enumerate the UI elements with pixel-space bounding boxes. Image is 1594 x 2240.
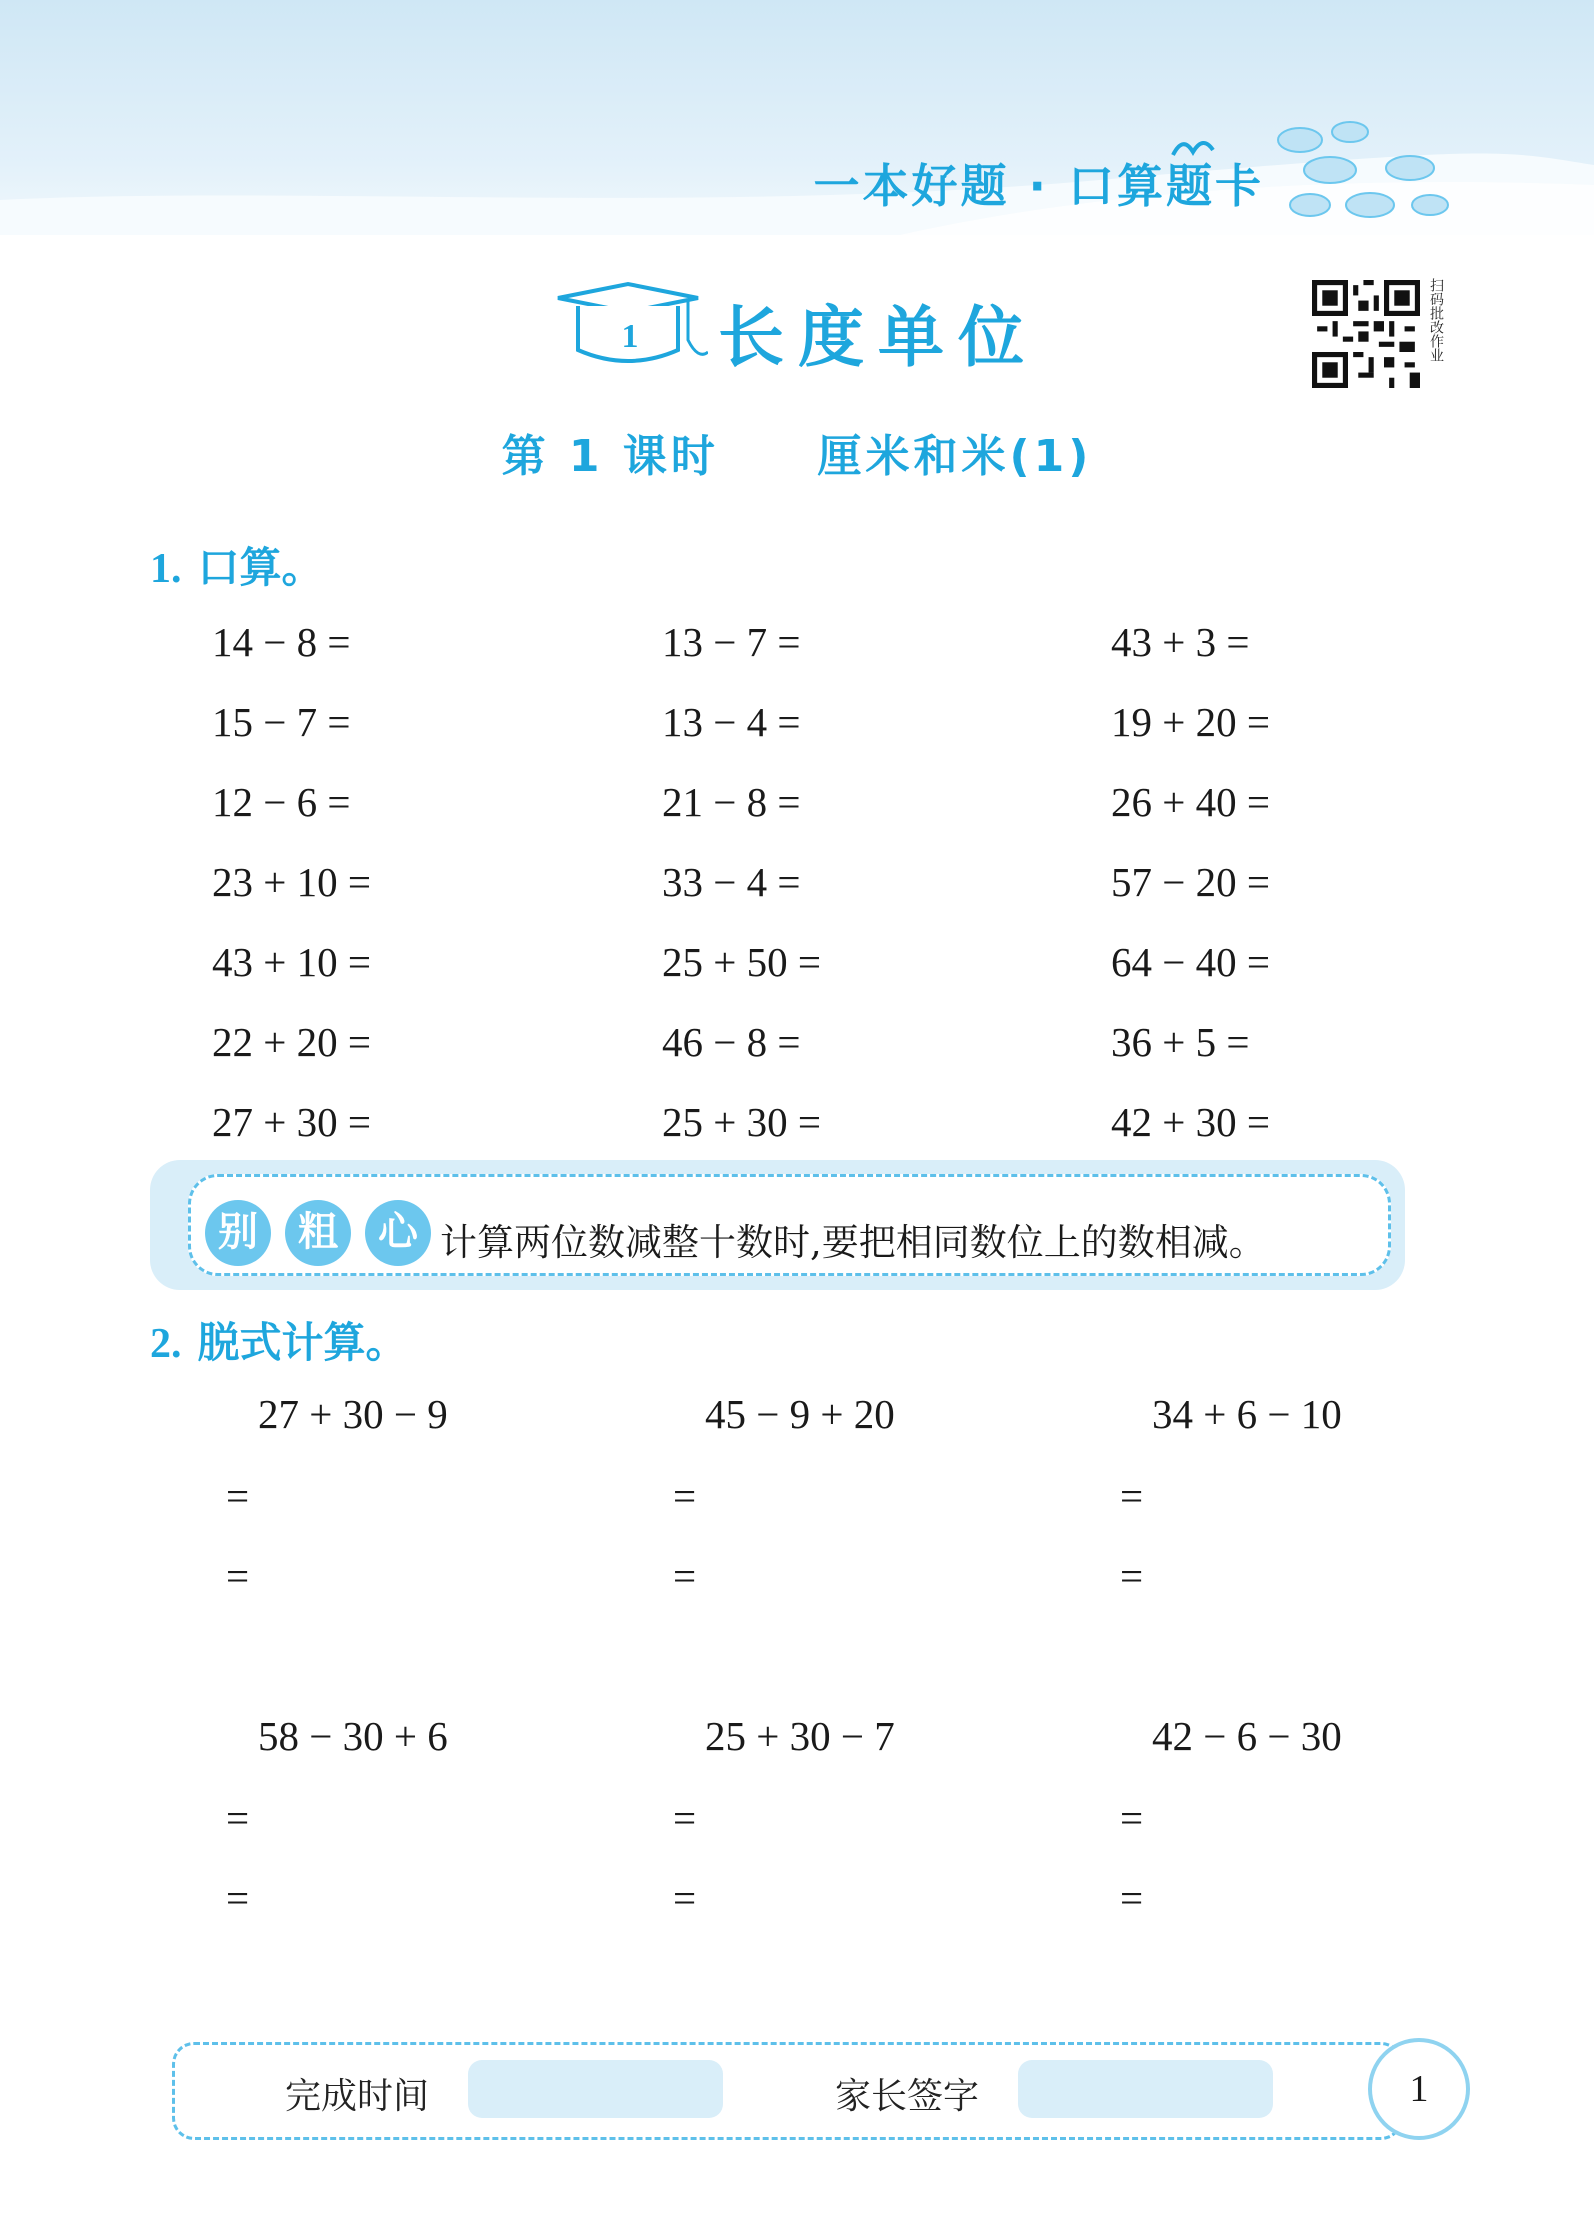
brand-title: 一本好题 · 口算题卡 [813,159,1264,213]
mental-math-item: 36 + 5 = [1111,1019,1250,1065]
unit-title: 长度单位 [718,299,1038,376]
mental-math-item: 23 + 10 = [212,859,371,905]
parent-signature-field[interactable] [1018,2060,1273,2118]
mental-math-item: 13 − 7 = [662,619,801,665]
mental-math-item: 33 − 4 = [662,859,801,905]
mental-math-item: 46 − 8 = [662,1019,801,1065]
mental-math-item: 43 + 3 = [1111,619,1250,665]
lesson-heading [0,420,1594,484]
equals-sign: = [226,1473,250,1519]
mental-math-item: 12 − 6 = [212,779,351,825]
lesson-title: 厘米和米(1) [817,431,1093,482]
equals-sign: = [1120,1875,1144,1921]
mental-math-item: 27 + 30 = [212,1099,371,1145]
equals-sign: = [226,1553,250,1599]
section-1-title [150,535,324,595]
mental-math-item: 26 + 40 = [1111,779,1270,825]
step-calc-problem: 58 − 30 + 6 [258,1713,448,1759]
completion-time-field[interactable] [468,2060,723,2118]
tip-text: 计算两位数减整十数时,要把相同数位上的数相减。 [440,1221,1266,1264]
mental-math-item: 64 − 40 = [1111,939,1270,985]
step-calc-problem: 34 + 6 − 10 [1152,1391,1342,1437]
step-calc-problem: 25 + 30 − 7 [705,1713,895,1759]
unit-number: 1 [621,318,639,355]
parent-signature-label: 家长签字 [835,2076,980,2117]
mental-math-item: 57 − 20 = [1111,859,1270,905]
section-1-label: 口算。 [197,543,324,592]
tip-badge: 心 [365,1200,431,1266]
step-calc-problem: 42 − 6 − 30 [1152,1713,1342,1759]
section-2-title [150,1310,408,1370]
equals-sign: = [673,1875,697,1921]
tip-badge: 粗 [285,1200,351,1266]
mental-math-item: 19 + 20 = [1111,699,1270,745]
qr-caption: 扫码批改作业 [1428,278,1444,362]
equals-sign: = [673,1795,697,1841]
unit-heading [548,280,1068,380]
completion-time-label: 完成时间 [285,2076,430,2117]
page-number: 1 [1368,2038,1470,2140]
mental-math-item: 43 + 10 = [212,939,371,985]
section-1-number: 1. [150,546,182,592]
cloud-icon [1270,110,1470,230]
equals-sign: = [226,1875,250,1921]
lesson-label: 第 1 课时 [501,431,719,482]
mental-math-item: 25 + 50 = [662,939,821,985]
qr-code-icon[interactable] [1312,280,1420,388]
equals-sign: = [673,1473,697,1519]
step-calc-problem: 27 + 30 − 9 [258,1391,448,1437]
equals-sign: = [226,1795,250,1841]
mental-math-item: 21 − 8 = [662,779,801,825]
equals-sign: = [1120,1553,1144,1599]
tip-badge: 别 [205,1200,271,1266]
equals-sign: = [1120,1473,1144,1519]
mental-math-item: 22 + 20 = [212,1019,371,1065]
mental-math-item: 25 + 30 = [662,1099,821,1145]
header-banner [0,0,1594,235]
mental-math-item: 15 − 7 = [212,699,351,745]
equals-sign: = [673,1553,697,1599]
mental-math-item: 14 − 8 = [212,619,351,665]
equals-sign: = [1120,1795,1144,1841]
section-2-label: 脱式计算。 [197,1318,408,1367]
step-calc-problem: 45 − 9 + 20 [705,1391,895,1437]
section-2-number: 2. [150,1321,182,1367]
mental-math-item: 13 − 4 = [662,699,801,745]
mental-math-item: 42 + 30 = [1111,1099,1270,1145]
